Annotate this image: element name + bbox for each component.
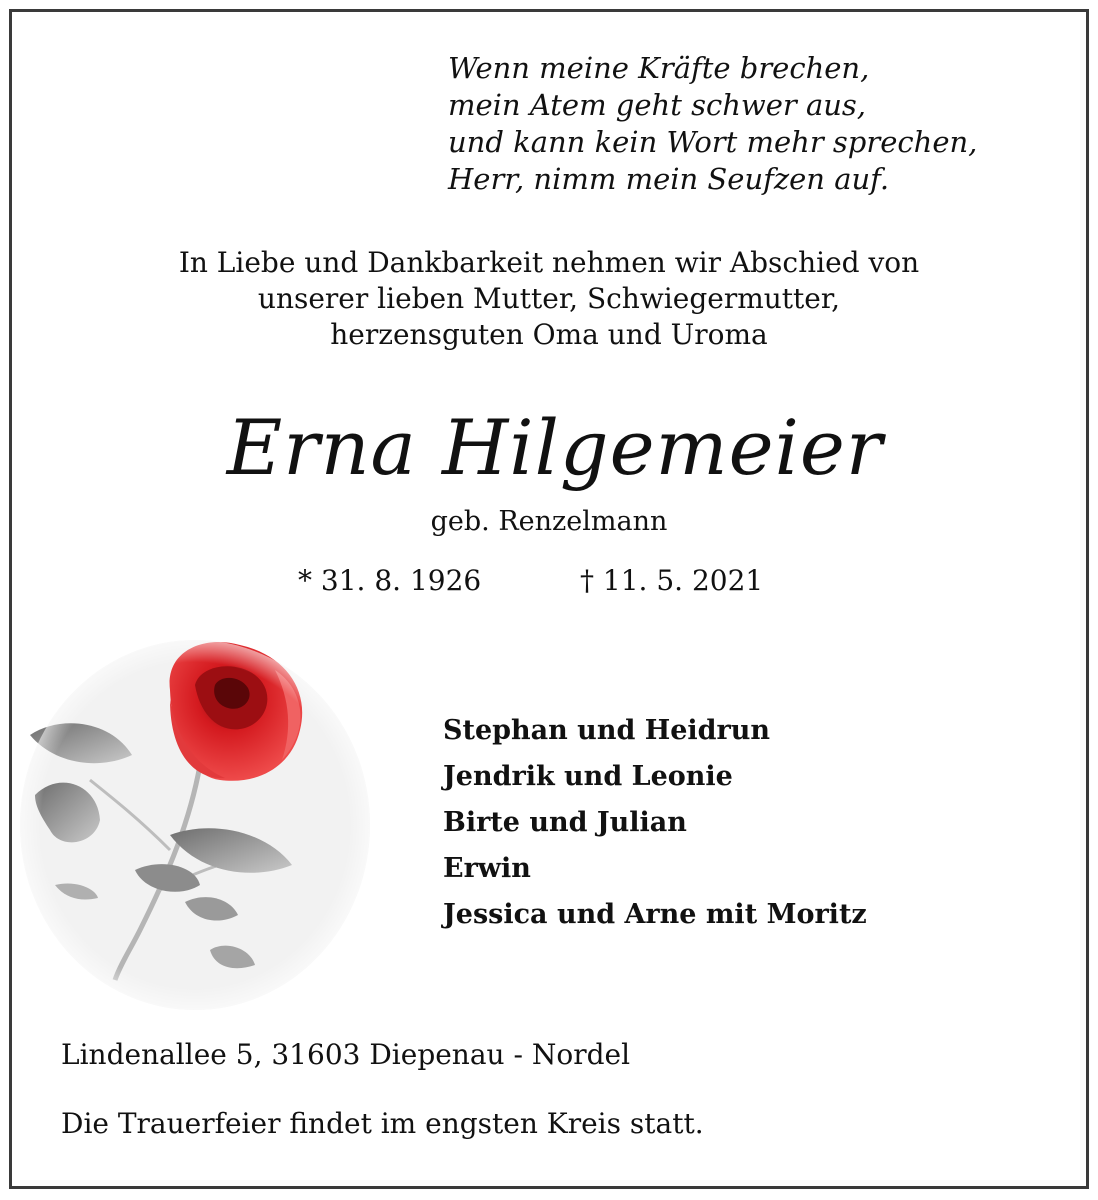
- family-list: [443, 708, 867, 938]
- address: Lindenallee 5, 31603 Diepenau - Nordel: [61, 1038, 631, 1071]
- intro-line: unserer lieben Mutter, Schwiegermutter,: [257, 282, 841, 315]
- funeral-note: Die Trauerfeier findet im engsten Kreis statt.: [61, 1107, 704, 1140]
- family-member: Erwin: [443, 853, 531, 884]
- family-member: Jessica und Arne mit Moritz: [443, 899, 867, 930]
- born-name: geb. Renzelmann: [430, 506, 668, 537]
- intro-text: [0, 245, 1098, 353]
- family-member: Jendrik und Leonie: [443, 761, 733, 792]
- deceased-name: Erna Hilgemeier: [226, 403, 884, 492]
- intro-line: herzensguten Oma und Uroma: [330, 318, 768, 351]
- family-member: Birte und Julian: [443, 807, 687, 838]
- poem: [448, 50, 977, 198]
- poem-line: mein Atem geht schwer aus,: [448, 88, 867, 122]
- poem-line: Wenn meine Kräfte brechen,: [448, 51, 870, 85]
- poem-line: Herr, nimm mein Seufzen auf.: [448, 162, 890, 196]
- red-rose-image: [20, 630, 370, 1010]
- poem-line: und kann kein Wort mehr sprechen,: [448, 125, 978, 159]
- birth-date: * 31. 8. 1926: [298, 564, 482, 597]
- intro-line: In Liebe und Dankbarkeit nehmen wir Abschied von: [178, 246, 920, 279]
- family-member: Stephan und Heidrun: [443, 715, 771, 746]
- death-date: † 11. 5. 2021: [580, 564, 764, 597]
